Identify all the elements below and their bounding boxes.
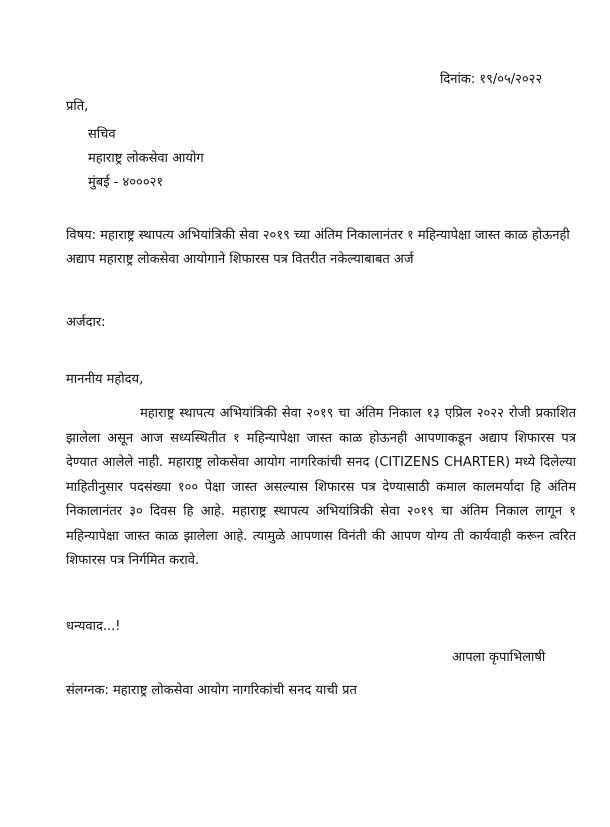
applicant-label: अर्जदार: [66, 315, 106, 330]
sign-off: आपला कृपाभिलाषी [452, 650, 546, 665]
letter-body [66, 402, 576, 574]
addressee-title: सचिव [88, 127, 116, 142]
to-label: प्रति, [66, 99, 89, 114]
salutation: माननीय महोदय, [66, 372, 144, 387]
addressee-organization: महाराष्ट्र लोकसेवा आयोग [88, 151, 204, 166]
enclosure-line: संलग्नक: महाराष्ट्र लोकसेवा आयोग नागरिकांची सनद याची प्रत [66, 683, 357, 698]
letter-subject: विषय: महाराष्ट्र स्थापत्य अभियांत्रिकी सेवा २०१९ च्या अंतिम निकालानंतर १ महिन्यापेक्षा जास्त काळ होऊनही अद्याप महाराष्ट्र लोकसेवा आयोगाने शिफारस पत्र वितरीत नकेल्याबाबत अर्ज [66, 228, 570, 267]
addressee-city: मुंबई - ४०००२१ [88, 175, 164, 190]
letter-body-text: महाराष्ट्र स्थापत्य अभियांत्रिकी सेवा २०१९ चा अंतिम निकाल १३ एप्रिल २०२२ रोजी प्रकाशित झालेला असून आज सध्यस्थितीत १ महिन्यापेक्षा जास्त काळ होऊनही आपणाकडून अद्याप शिफारस पत्र देण्यात आलेले नाही. महाराष्ट्र लोकसेवा आयोग नागरिकांची सनद (CITIZENS CHARTER) मध्ये दिलेल्या माहितीनुसार पदसंख्या १०० पेक्षा जास्त असल्यास शिफारस पत्र देण्यासाठी कमाल कालमर्यादा हि अंतिम निकालानंतर ३० दिवस हि आहे. महाराष्ट्र स्थापत्य अभियांत्रिकी सेवा २०१९ चा अंतिम निकाल लागून १ महिन्यापेक्षा जास्त काळ झालेला आहे. त्यामुळे आपणास विनंती की आपण योग्य ती कार्यवाही करून त्वरित शिफारस पत्र निर्गमित करावे. [66, 406, 576, 568]
letter-date: दिनांक: १९/०५/२०२२ [440, 72, 543, 87]
thanks-line: धन्यवाद...! [66, 619, 121, 634]
